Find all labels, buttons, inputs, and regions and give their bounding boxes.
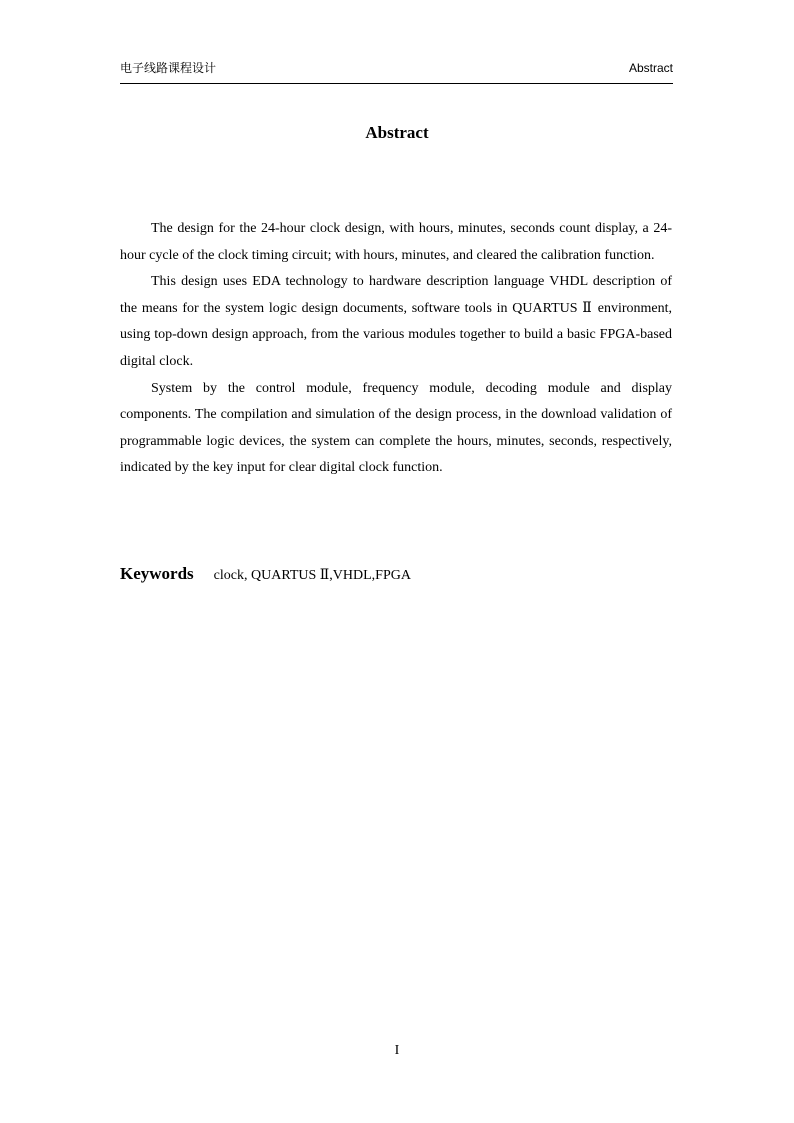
page-title: Abstract [365, 123, 429, 142]
header-course-title: 电子线路课程设计 [120, 61, 217, 75]
header-section-title: Abstract [628, 61, 673, 75]
abstract-paragraph: System by the control module, frequency module, decoding module and display components. The compilation and simulation of the design process, in the download validation of programmable logic devices, the system can complete the hours, minutes, seconds, respectively, indicated by the key input for clear digital clock function. [120, 380, 672, 476]
header-divider [120, 83, 673, 84]
abstract-paragraph: This design uses EDA technology to hardware description language VHDL description of the means for the system logic design documents, software tools in QUARTUS Ⅱ environment, using top-down design approach, from the various modules together to build a basic FPGA-based digital clock. [120, 274, 672, 369]
abstract-body [120, 216, 672, 482]
keywords-label: Keywords [120, 564, 194, 583]
page-number: I [394, 1043, 400, 1058]
abstract-paragraph: The design for the 24-hour clock design, with hours, minutes, seconds count display, a 24-hour cycle of the clock timing circuit; with hours, minutes, and cleared the calibration function. [120, 221, 672, 263]
keywords-line [120, 563, 672, 585]
keywords-value: clock, QUARTUS Ⅱ,VHDL,FPGA [213, 568, 411, 583]
